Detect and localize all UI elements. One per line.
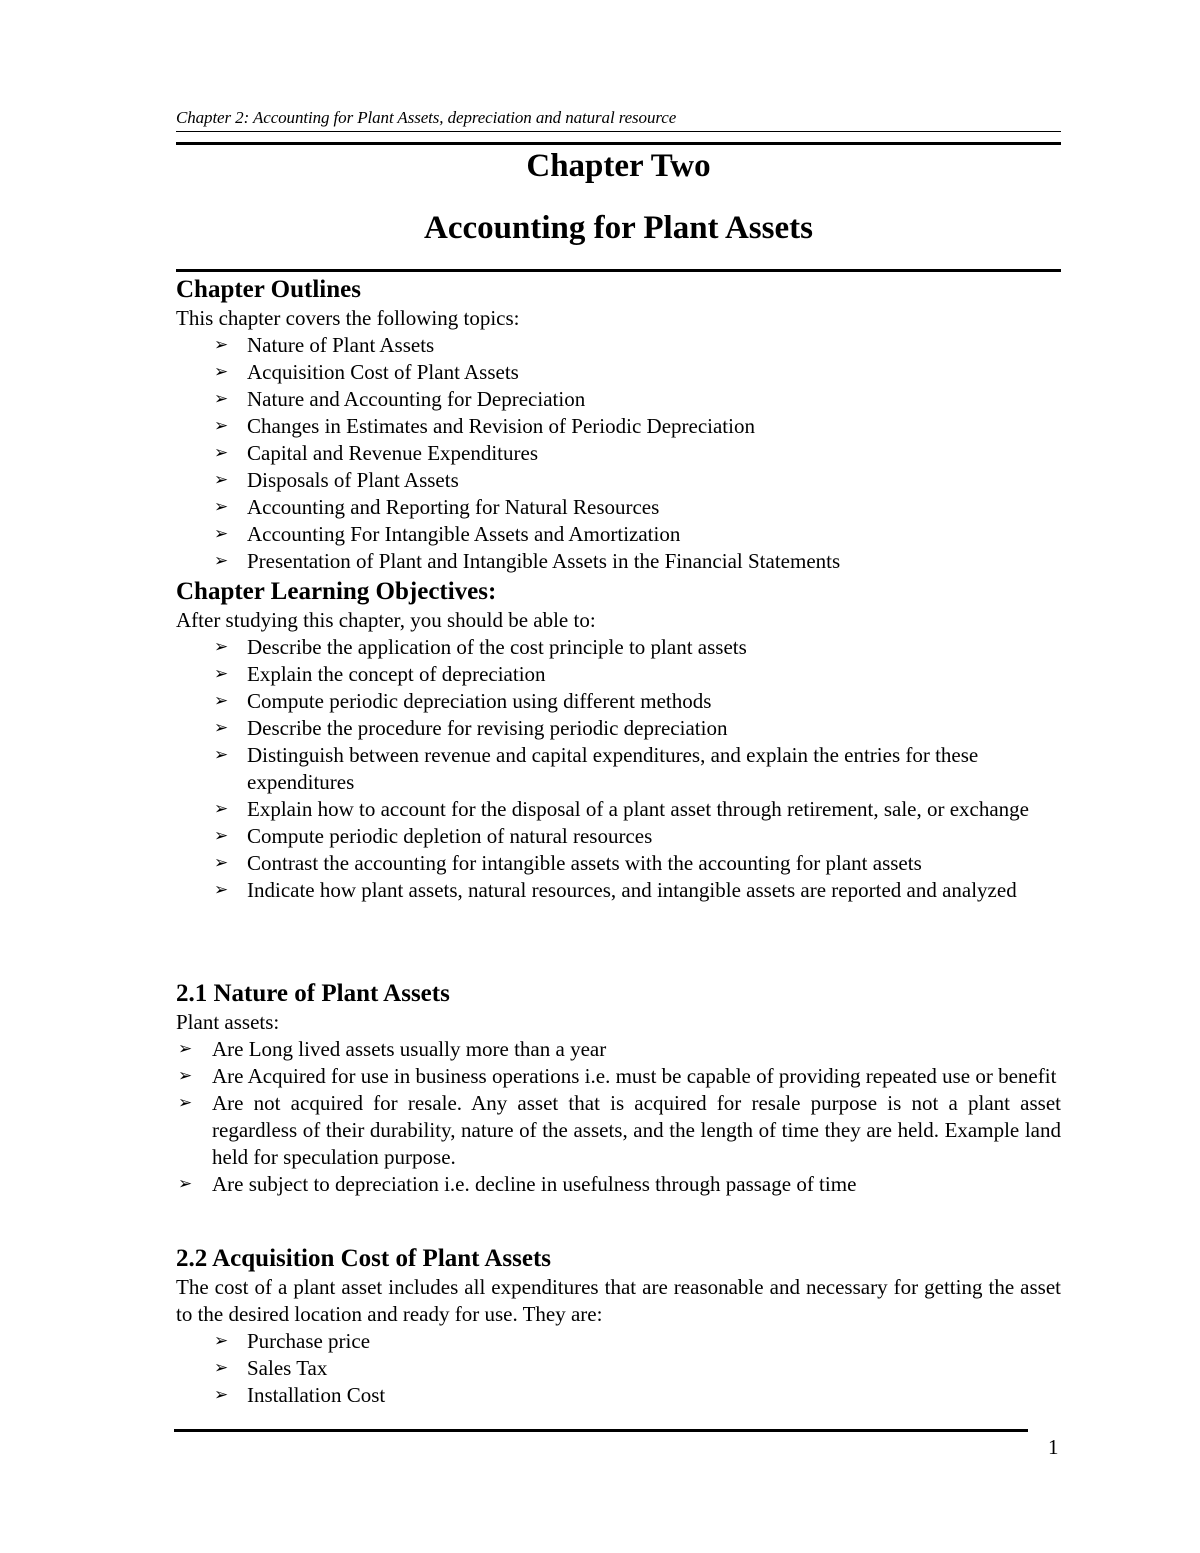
list-item xyxy=(176,1382,1061,1409)
chapter-outlines-intro: This chapter covers the following topics: xyxy=(176,306,520,330)
arrow-bullet-icon: ➢ xyxy=(214,664,229,684)
chapter-outlines-heading: Chapter Outlines xyxy=(176,276,361,303)
arrow-bullet-icon: ➢ xyxy=(214,362,229,382)
list-item-text: Compute periodic depreciation using different methods xyxy=(247,689,712,713)
list-item-text: Sales Tax xyxy=(247,1356,328,1380)
header-rule-thin xyxy=(176,131,1061,132)
arrow-bullet-icon: ➢ xyxy=(214,389,229,409)
learning-objectives-list xyxy=(176,634,1061,904)
list-item xyxy=(176,386,1061,413)
arrow-bullet-icon: ➢ xyxy=(214,826,229,846)
arrow-bullet-icon: ➢ xyxy=(178,1039,193,1059)
arrow-bullet-icon: ➢ xyxy=(214,853,229,873)
list-item-text: Describe the procedure for revising periodic depreciation xyxy=(247,716,728,740)
list-item-text: Distinguish between revenue and capital expenditures, and explain the entries for these expenditures xyxy=(247,743,979,794)
list-item xyxy=(176,796,1061,823)
chapter-outlines-section xyxy=(176,275,1061,575)
list-item-text: Capital and Revenue Expenditures xyxy=(247,441,538,465)
arrow-bullet-icon: ➢ xyxy=(214,497,229,517)
list-item-text: Accounting For Intangible Assets and Amortization xyxy=(247,522,681,546)
arrow-bullet-icon: ➢ xyxy=(214,745,229,765)
list-item xyxy=(176,548,1061,575)
section-2-1-intro: Plant assets: xyxy=(176,1010,280,1034)
arrow-bullet-icon: ➢ xyxy=(178,1066,193,1086)
list-item xyxy=(176,1063,1061,1090)
list-item-text: Acquisition Cost of Plant Assets xyxy=(247,360,519,384)
list-item xyxy=(176,467,1061,494)
list-item-text: Contrast the accounting for intangible assets with the accounting for plant assets xyxy=(247,851,922,875)
running-header: Chapter 2: Accounting for Plant Assets, depreciation and natural resource xyxy=(176,108,677,127)
list-item-text: Accounting and Reporting for Natural Resources xyxy=(247,495,660,519)
list-item xyxy=(176,1171,1061,1198)
list-item-text: Compute periodic depletion of natural resources xyxy=(247,824,653,848)
list-item xyxy=(176,715,1061,742)
list-item xyxy=(176,1328,1061,1355)
arrow-bullet-icon: ➢ xyxy=(214,1358,229,1378)
arrow-bullet-icon: ➢ xyxy=(214,799,229,819)
list-item-text: Nature of Plant Assets xyxy=(247,333,435,357)
list-item xyxy=(176,1355,1061,1382)
arrow-bullet-icon: ➢ xyxy=(214,691,229,711)
list-item-text: Purchase price xyxy=(247,1329,371,1353)
list-item xyxy=(176,688,1061,715)
list-item xyxy=(176,494,1061,521)
arrow-bullet-icon: ➢ xyxy=(214,524,229,544)
arrow-bullet-icon: ➢ xyxy=(214,443,229,463)
list-item xyxy=(176,332,1061,359)
list-item xyxy=(176,634,1061,661)
section-2-1 xyxy=(176,979,1061,1198)
chapter-number-title: Chapter Two xyxy=(526,148,711,184)
section-2-1-list xyxy=(176,1036,1061,1198)
arrow-bullet-icon: ➢ xyxy=(178,1093,193,1113)
arrow-bullet-icon: ➢ xyxy=(178,1174,193,1194)
page-number: 1 xyxy=(1048,1435,1059,1459)
list-item-text: Installation Cost xyxy=(247,1383,386,1407)
section-2-2-paragraph: The cost of a plant asset includes all expenditures that are reasonable and necessary for getting the asset to the desired location and ready for use. They are: xyxy=(176,1275,1061,1326)
arrow-bullet-icon: ➢ xyxy=(214,1385,229,1405)
arrow-bullet-icon: ➢ xyxy=(214,880,229,900)
list-item-text: Presentation of Plant and Intangible Assets in the Financial Statements xyxy=(247,549,841,573)
list-item xyxy=(176,661,1061,688)
list-item xyxy=(176,413,1061,440)
footer-rule xyxy=(174,1429,1028,1432)
section-2-1-heading: 2.1 Nature of Plant Assets xyxy=(176,980,450,1007)
list-item-text: Explain the concept of depreciation xyxy=(247,662,546,686)
list-item-text: Explain how to account for the disposal of a plant asset through retirement, sale, or exchange xyxy=(247,797,1030,821)
list-item-text: Are not acquired for resale. Any asset that is acquired for resale purpose is not a plant asset regardless of their durability, nature of the assets, and the length of time they are held. Example land held for speculation purpose. xyxy=(212,1091,1061,1169)
header-rule-thick xyxy=(176,142,1061,145)
list-item xyxy=(176,823,1061,850)
list-item xyxy=(176,850,1061,877)
arrow-bullet-icon: ➢ xyxy=(214,637,229,657)
learning-objectives-heading: Chapter Learning Objectives: xyxy=(176,578,497,605)
title-rule xyxy=(176,269,1061,272)
list-item xyxy=(176,1090,1061,1171)
arrow-bullet-icon: ➢ xyxy=(214,718,229,738)
list-item-text: Nature and Accounting for Depreciation xyxy=(247,387,586,411)
list-item xyxy=(176,521,1061,548)
section-2-2-heading: 2.2 Acquisition Cost of Plant Assets xyxy=(176,1245,552,1272)
section-2-2 xyxy=(176,1244,1061,1409)
learning-objectives-section xyxy=(176,577,1061,904)
list-item xyxy=(176,1036,1061,1063)
arrow-bullet-icon: ➢ xyxy=(214,416,229,436)
list-item-text: Are subject to depreciation i.e. decline in usefulness through passage of time xyxy=(212,1172,857,1196)
section-2-2-list xyxy=(176,1328,1061,1409)
list-item xyxy=(176,440,1061,467)
list-item-text: Disposals of Plant Assets xyxy=(247,468,459,492)
list-item-text: Indicate how plant assets, natural resources, and intangible assets are reported and analyzed xyxy=(247,878,1017,902)
list-item xyxy=(176,742,1061,796)
arrow-bullet-icon: ➢ xyxy=(214,335,229,355)
list-item-text: Describe the application of the cost principle to plant assets xyxy=(247,635,747,659)
chapter-title: Accounting for Plant Assets xyxy=(424,210,813,246)
arrow-bullet-icon: ➢ xyxy=(214,551,229,571)
list-item xyxy=(176,877,1061,904)
learning-objectives-intro: After studying this chapter, you should be able to: xyxy=(176,608,596,632)
arrow-bullet-icon: ➢ xyxy=(214,470,229,490)
chapter-outlines-list xyxy=(176,332,1061,575)
list-item-text: Are Acquired for use in business operations i.e. must be capable of providing repeated use or benefit xyxy=(212,1064,1057,1088)
list-item-text: Are Long lived assets usually more than a year xyxy=(212,1037,607,1061)
list-item-text: Changes in Estimates and Revision of Periodic Depreciation xyxy=(247,414,755,438)
list-item xyxy=(176,359,1061,386)
arrow-bullet-icon: ➢ xyxy=(214,1331,229,1351)
